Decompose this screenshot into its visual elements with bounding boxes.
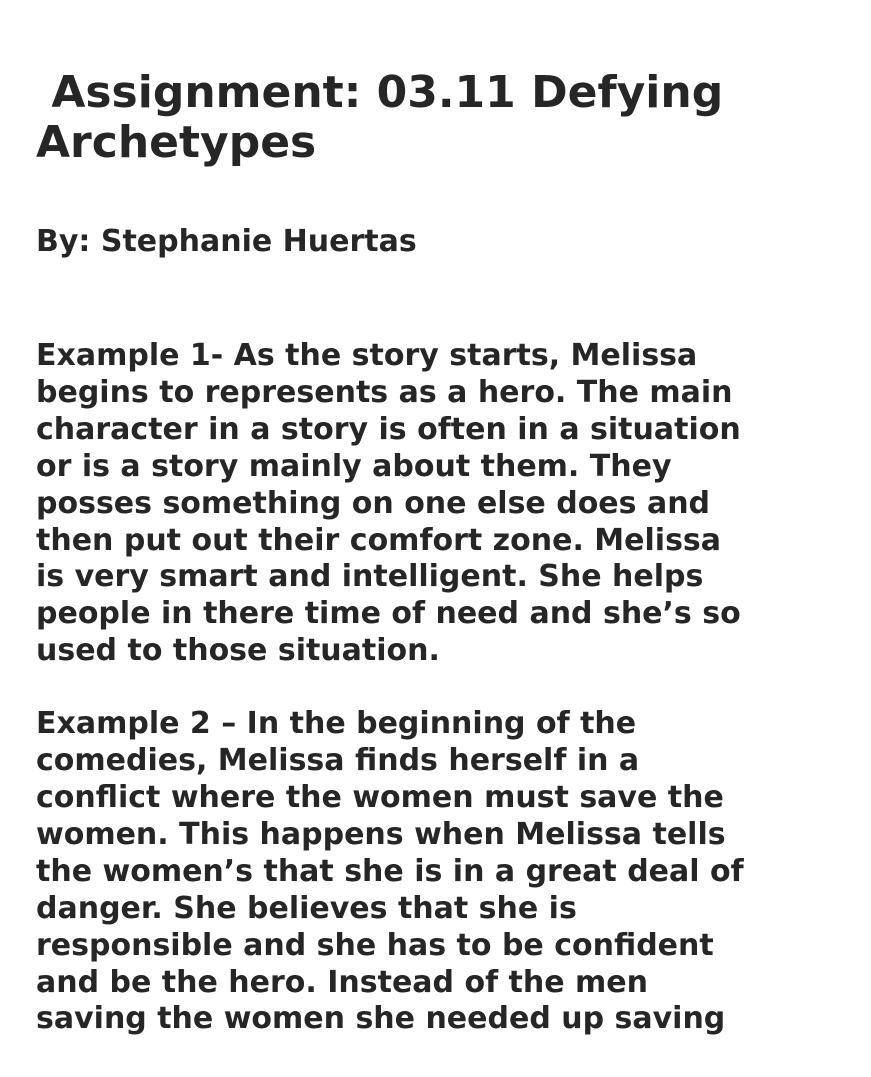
paragraph-line: conflict where the women must save the [36,779,724,815]
paragraph-line: responsible and she has to be confident [36,927,714,963]
paragraph-line: then put out their comfort zone. Melissa [36,522,722,558]
author-byline: By: Stephanie Huertas [36,224,417,259]
example-1-paragraph [36,338,836,670]
paragraph-line: people in there time of need and she’s so [36,596,741,632]
paragraph-line: character in a story is often in a situation [36,411,741,447]
paragraph-line: the women’s that she is in a great deal of [36,853,744,889]
paragraph-line: danger. She believes that she is [36,890,577,926]
paragraph-line: Example 2 – In the beginning of the [36,706,637,742]
title-line: Assignment: 03.11 Defying [36,67,724,118]
paragraph-line: used to those situation. [36,633,440,669]
paragraph-line: comedies, Melissa finds herself in a [36,743,640,779]
paragraph-line: women. This happens when Melissa tells [36,816,726,852]
document-body [36,68,836,1038]
assignment-title [36,68,836,168]
paragraph-line: and be the hero. Instead of the men [36,964,649,1000]
example-2-paragraph [36,706,836,1038]
paragraph-line: posses something on one else does and [36,485,711,521]
paragraph-line: or is a story mainly about them. They [36,448,672,484]
paragraph-line: saving the women she needed up saving [36,1001,726,1037]
paragraph-line: Example 1- As the story starts, Melissa [36,338,698,373]
title-line: Archetypes [36,117,317,168]
paragraph-line: begins to represents as a hero. The main [36,374,733,410]
paragraph-line: is very smart and intelligent. She helps [36,559,704,595]
